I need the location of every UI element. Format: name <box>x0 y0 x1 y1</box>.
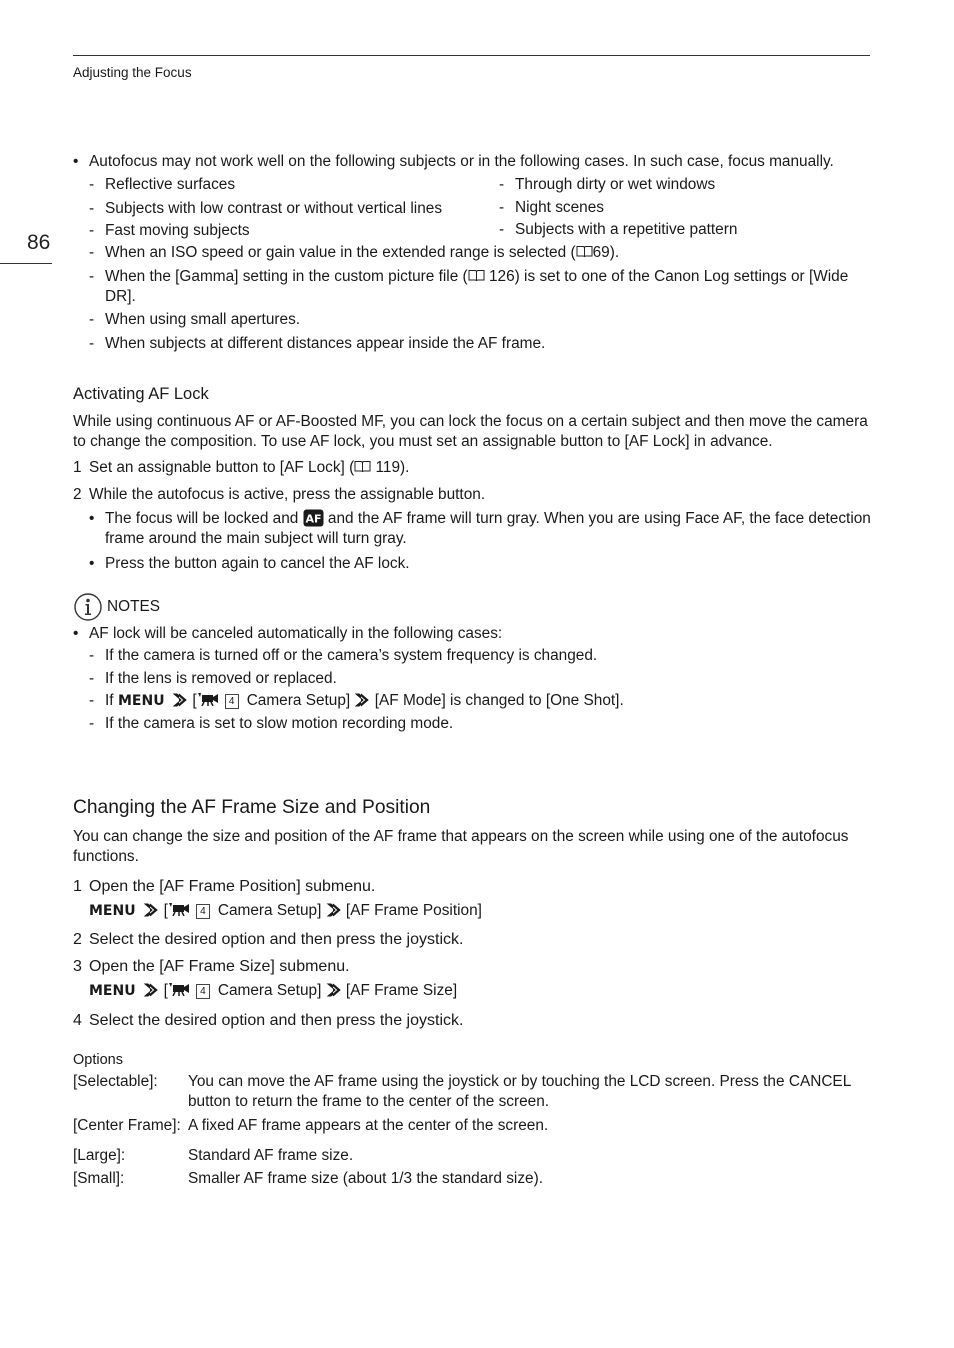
movie-camera-icon <box>168 982 190 996</box>
intro-bullet: • Autofocus may not work well on the following subjects or in the following cases. In such case, focus manually. <box>73 152 873 172</box>
chevron-right-icon <box>143 902 159 918</box>
conditions-two-column <box>73 175 873 241</box>
chevron-right-icon <box>172 692 188 708</box>
list-item: - When subjects at different distances appear inside the AF frame. <box>89 334 546 352</box>
frame-step-1: 1 Open the [AF Frame Position] submenu. <box>73 877 376 895</box>
bullet: • <box>73 153 79 170</box>
options-heading: Options <box>73 1051 123 1068</box>
list-item: - Reflective surfaces <box>89 176 236 194</box>
section-heading-af-frame: Changing the AF Frame Size and Position <box>73 796 431 818</box>
book-icon <box>576 245 593 258</box>
list-item: - Night scenes <box>499 198 604 216</box>
movie-camera-icon <box>197 692 219 706</box>
list-item: - Subjects with low contrast or without vertical lines <box>89 199 443 217</box>
page-number: 86 <box>27 231 51 254</box>
list-item: - Subjects with a repetitive pattern <box>499 220 738 238</box>
chevron-right-icon <box>326 902 342 918</box>
frame-menu-path-2: MENU [ 4 Camera Setup] [AF Frame Size] <box>89 982 458 1000</box>
step-1: 1 Set an assignable button to [AF Lock] ( 119). <box>73 459 410 477</box>
step-2: 2 While the autofocus is active, press the assignable button. <box>73 485 486 503</box>
option-row: [Large]: Standard AF frame size. <box>73 1146 354 1164</box>
info-icon <box>73 592 103 622</box>
notes-header <box>73 592 873 622</box>
list-item-menu-path: - If MENU [ 4 Camera Setup] [AF Mode] is changed to [One Shot]. <box>89 692 624 709</box>
chevron-right-icon <box>326 982 342 998</box>
list-item: - When using small apertures. <box>89 311 301 329</box>
header-rule <box>73 55 870 56</box>
list-item: - Through dirty or wet windows <box>499 176 716 194</box>
frame-menu-path-1: MENU [ 4 Camera Setup] [AF Frame Position] <box>89 901 482 919</box>
list-item: - If the camera is turned off or the camera’s system frequency is changed. <box>89 647 598 665</box>
menu-button-icon <box>89 902 139 917</box>
svg-text:MENU: MENU <box>117 693 165 707</box>
list-item-iso: - When an ISO speed or gain value in the extended range is selected ( 69). <box>89 244 620 262</box>
option-row: [Selectable]: You can move the AF frame using the joystick or by touching the LCD screen. Press the CANCEL button to return the frame to the center of the screen. <box>73 1072 851 1111</box>
menu-page-number: 4 <box>196 984 210 999</box>
step-2-bullet-2: • Press the button again to cancel the AF lock. <box>89 554 410 572</box>
menu-page-number: 4 <box>225 694 239 709</box>
page-body <box>73 152 873 1190</box>
step-2-bullet-1: • The focus will be locked and AF and the AF frame will turn gray. When you are using Face AF, the face detection frame around the main subject will turn gray. <box>89 510 871 548</box>
running-header: Adjusting the Focus <box>73 65 192 80</box>
option-row: [Center Frame]: A fixed AF frame appears at the center of the screen. <box>73 1116 549 1134</box>
svg-text:MENU: MENU <box>89 983 136 998</box>
section-heading-af-lock: Activating AF Lock <box>73 384 209 403</box>
menu-page-number: 4 <box>196 904 210 919</box>
menu-button-icon <box>89 982 139 997</box>
frame-step-4: 4 Select the desired option and then press the joystick. <box>73 1011 464 1029</box>
notes-label: NOTES <box>107 597 161 615</box>
af-lock-icon <box>303 509 324 527</box>
list-item: - If the camera is set to slow motion recording mode. <box>89 715 454 733</box>
movie-camera-icon <box>168 902 190 916</box>
notes-bullet: • AF lock will be canceled automatically in the following cases: <box>73 625 503 643</box>
af-lock-intro: While using continuous AF or AF-Boosted MF, you can lock the focus on a certain subject and then move the camera to change the composition. To use AF lock, you must set an assignable button to [AF Lock] in advance. <box>73 412 868 451</box>
chevron-right-icon <box>354 692 370 708</box>
option-row: [Small]: Smaller AF frame size (about 1/3 the standard size). <box>73 1170 543 1188</box>
list-item: - If the lens is removed or replaced. <box>89 669 337 687</box>
list-item-gamma: - When the [Gamma] setting in the custom picture file ( 126) is set to one of the Canon Log settings or [Wide DR]. <box>89 267 849 305</box>
book-icon <box>354 460 371 473</box>
menu-button-icon <box>118 692 168 707</box>
book-icon <box>468 269 485 282</box>
svg-text:MENU: MENU <box>89 902 136 917</box>
chevron-right-icon <box>143 982 159 998</box>
page-number-rule <box>0 263 52 264</box>
list-item: - Fast moving subjects <box>89 221 250 239</box>
af-frame-intro: You can change the size and position of the AF frame that appears on the screen while using one of the autofocus functions. <box>73 828 849 866</box>
frame-step-2: 2 Select the desired option and then press the joystick. <box>73 931 464 949</box>
frame-step-3: 3 Open the [AF Frame Size] submenu. <box>73 958 350 976</box>
svg-text:AF: AF <box>305 512 322 526</box>
